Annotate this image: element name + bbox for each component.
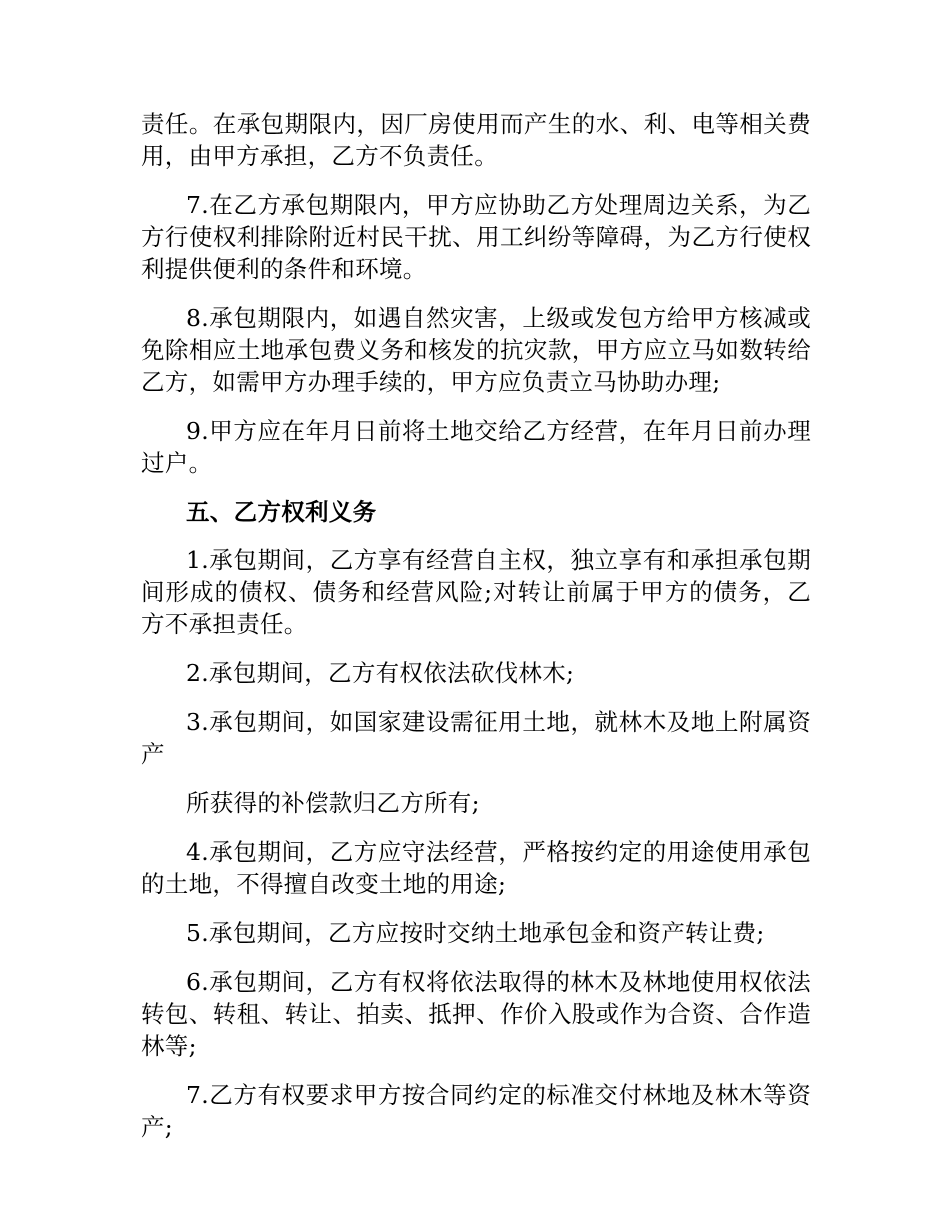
section-heading-party-b-rights: 五、乙方权利义务	[186, 498, 377, 526]
paragraph-b-item-5: 5.承包期间，乙方应按时交纳土地承包金和资产转让费;	[186, 919, 765, 947]
paragraph-utilities-responsibility: 责任。在承包期限内，因厂房使用而产生的水、利、电等相关费用，由甲方承担，乙方不负责任。	[141, 110, 811, 170]
paragraph-b-item-3: 3.承包期间，如国家建设需征用土地，就林木及地上附属资产	[141, 708, 811, 768]
document-page	[141, 108, 811, 1160]
paragraph-b-item-6: 6.承包期间，乙方有权将依法取得的林木及林地使用权依法转包、转租、转让、拍卖、抵押、作价入股或作为合资、合作造林等;	[141, 968, 811, 1060]
paragraph-b-item-2: 2.承包期间，乙方有权依法砍伐林木;	[186, 659, 575, 687]
paragraph-item-7-relations: 7.在乙方承包期限内，甲方应协助乙方处理周边关系，为乙方行使权利排除附近村民干扰、用工纠纷等障碍，为乙方行使权利提供便利的条件和环境。	[141, 191, 811, 283]
paragraph-b-item-1: 1.承包期间，乙方享有经营自主权，独立享有和承担承包期间形成的债权、债务和经营风险;对转让前属于甲方的债务，乙方不承担责任。	[141, 546, 811, 638]
paragraph-b-item-4: 4.承包期间，乙方应守法经营，严格按约定的用途使用承包的土地，不得擅自改变土地的用途;	[141, 838, 811, 898]
paragraph-b-item-3-continued: 所获得的补偿款归乙方所有;	[186, 789, 480, 817]
paragraph-item-9-handover: 9.甲方应在年月日前将土地交给乙方经营，在年月日前办理过户。	[141, 417, 811, 477]
paragraph-b-item-7: 7.乙方有权要求甲方按合同约定的标准交付林地及林木等资产;	[141, 1081, 811, 1141]
paragraph-item-8-disaster: 8.承包期限内，如遇自然灾害，上级或发包方给甲方核减或免除相应土地承包费义务和核发的抗灾款，甲方应立马如数转给乙方，如需甲方办理手续的，甲方应负责立马协助办理;	[141, 304, 811, 396]
